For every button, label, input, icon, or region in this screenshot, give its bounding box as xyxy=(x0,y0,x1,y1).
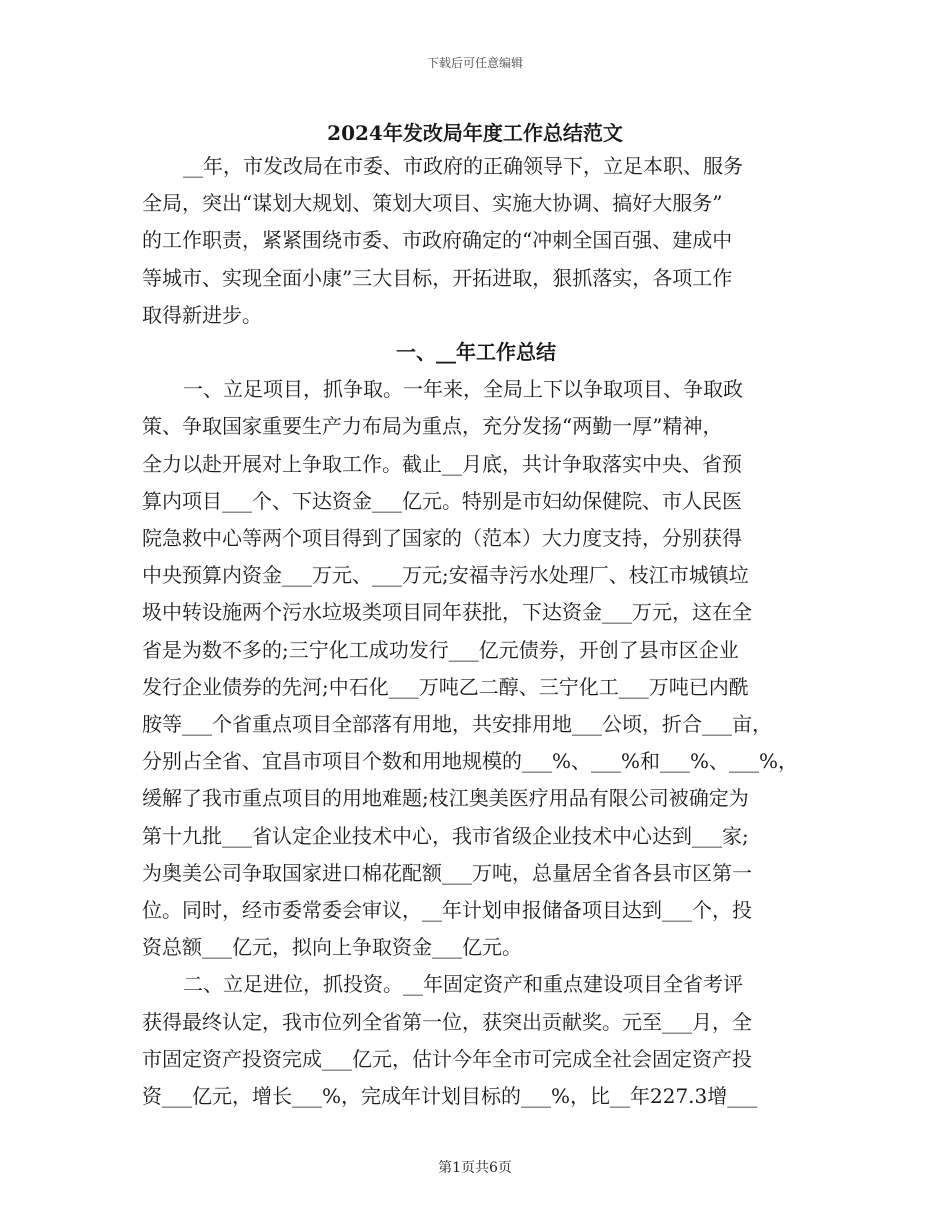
text-line: 资___亿元，增长___%，完成年计划目标的___%，比__年227.3增___ xyxy=(142,1084,758,1109)
text-line: 分别占全省、宜昌市项目个数和用地规模的___%、___%和___%、___%， xyxy=(142,749,799,774)
text-line: 圾中转设施两个污水垃圾类项目同年获批，下达资金___万元，这在全 xyxy=(142,600,752,625)
document-title: 2024年发改局年度工作总结范文 xyxy=(327,121,623,145)
text-line: 院急救中心等两个项目得到了国家的（范本）大力度支持，分别获得 xyxy=(142,526,742,551)
header-note: 下载后可任意编辑 xyxy=(426,56,523,70)
text-line: 第十九批___省认定企业技术中心，我市省级企业技术中心达到___家; xyxy=(142,823,749,848)
text-line: 市固定资产投资完成___亿元，估计今年全市可完成全社会固定资产投 xyxy=(142,1046,752,1071)
text-line: 等城市、实现全面小康”三大目标，开拓进取，狠抓落实，各项工作 xyxy=(142,265,733,290)
text-line: 全力以赴开展对上争取工作。截止__月底，共计争取落实中央、省预 xyxy=(142,451,742,476)
intro-paragraph xyxy=(142,148,810,334)
text-line: 获得最终认定，我市位列全省第一位，获突出贡献奖。元至___月，全 xyxy=(142,1009,752,1034)
text-line: 算内项目___个、下达资金___亿元。特别是市妇幼保健院、市人民医 xyxy=(142,488,742,513)
text-line: 胺等___个省重点项目全部落有用地，共安排用地___公顷，折合___亩， xyxy=(142,712,772,737)
text-line: 省是为数不多的;三宁化工成功发行___亿元债券，开创了县市区企业 xyxy=(142,637,739,662)
text-line: 策、争取国家重要生产力布局为重点，充分发扬“两勤一厚”精神， xyxy=(142,414,723,439)
text-line: 取得新进步。 xyxy=(142,302,262,327)
text-line: 发行企业债券的先河;中石化___万吨乙二醇、三宁化工___万吨已内酰 xyxy=(142,674,749,699)
section-heading: 一、__年工作总结 xyxy=(396,340,556,365)
document-body xyxy=(142,148,810,1115)
text-line: 一、立足项目，抓争取。一年来，全局上下以争取项目、争取政 xyxy=(183,377,743,402)
text-line: __年，市发改局在市委、市政府的正确领导下，立足本职、服务 xyxy=(183,154,743,178)
page-footer: 第1页共6页 xyxy=(438,1160,512,1176)
text-line: 全局，突出“谋划大规划、策划大项目、实施大协调、搞好大服务” xyxy=(142,191,723,216)
paragraph-1 xyxy=(142,371,810,966)
text-line: 缓解了我市重点项目的用地难题;枝江奥美医疗用品有限公司被确定为 xyxy=(142,786,749,811)
text-line: 为奥美公司争取国家进口棉花配额___万吨，总量居全省各县市区第一 xyxy=(142,860,752,885)
text-line: 位。同时，经市委常委会审议，__年计划申报储备项目达到___个，投 xyxy=(142,898,752,923)
text-line: 二、立足进位，抓投资。__年固定资产和重点建设项目全省考评 xyxy=(183,972,743,997)
text-line: 中央预算内资金___万元、___万元;安福寺污水处理厂、枝江市城镇垃 xyxy=(142,563,749,588)
paragraph-2 xyxy=(142,966,810,1115)
text-line: 资总额___亿元，拟向上争取资金___亿元。 xyxy=(142,935,522,960)
text-line: 的工作职责，紧紧围绕市委、市政府确定的“冲刺全国百强、建成中 xyxy=(142,228,733,253)
